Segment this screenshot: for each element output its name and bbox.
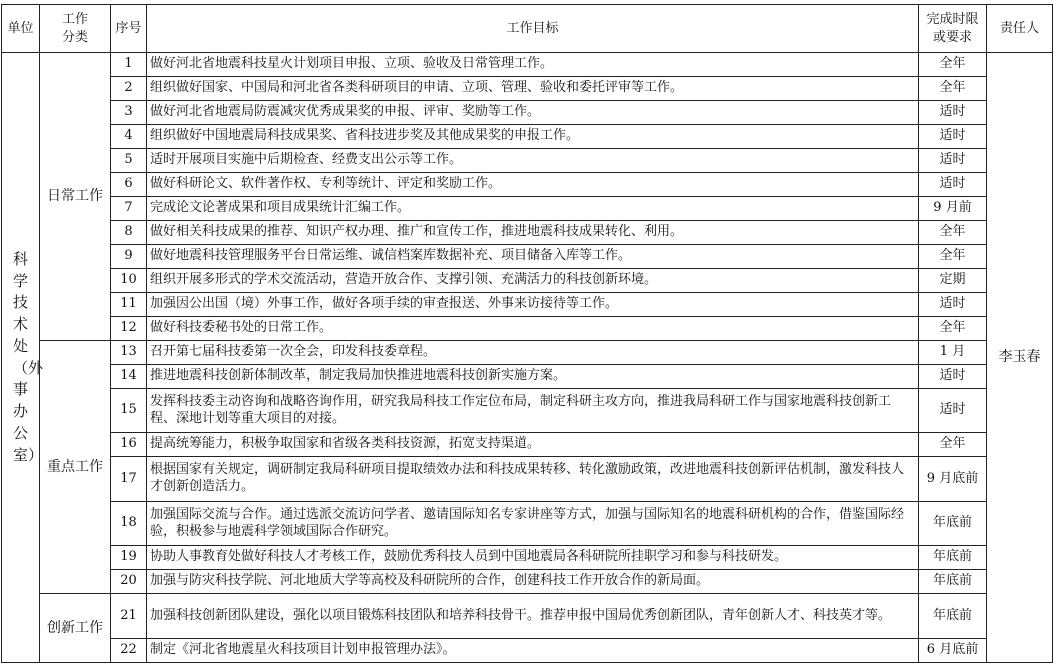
table-row: [2, 268, 1053, 292]
table-row: [2, 172, 1053, 196]
row-goal: 完成论文论著成果和项目成果统计汇编工作。: [147, 196, 919, 220]
unit-name: 科学技术处（外事办公室）: [13, 249, 44, 464]
work-plan-table: [1, 4, 1053, 663]
table-row: [2, 76, 1053, 100]
table-row: [2, 501, 1053, 546]
row-number: 21: [111, 594, 147, 639]
row-number: 18: [111, 501, 147, 546]
header-goal: 工作目标: [147, 5, 919, 53]
row-deadline: 年底前: [919, 501, 987, 546]
row-goal: 制定《河北省地震星火科技项目计划申报管理办法》。: [147, 638, 919, 662]
row-goal: 做好相关科技成果的推荐、知识产权办理、推广和宣传工作，推进地震科技成果转化、利用。: [147, 220, 919, 244]
row-goal: 加强因公出国（境）外事工作，做好各项手续的审查报送、外事来访接待等工作。: [147, 292, 919, 316]
row-deadline: 适时: [919, 100, 987, 124]
owner-cell: 李玉春: [987, 53, 1053, 663]
row-number: 15: [111, 388, 147, 433]
row-deadline: 定期: [919, 268, 987, 292]
row-goal: 组织做好中国地震局科技成果奖、省科技进步奖及其他成果奖的申报工作。: [147, 124, 919, 148]
table-row: [2, 124, 1053, 148]
row-deadline: 年底前: [919, 594, 987, 639]
row-deadline: 适时: [919, 148, 987, 172]
row-goal: 加强科技创新团队建设，强化以项目锻炼科技团队和培养科技骨干。推荐申报中国局优秀创新团队，青年创新人才、科技英才等。: [147, 594, 919, 639]
row-deadline: 适时: [919, 292, 987, 316]
row-number: 16: [111, 433, 147, 457]
table-row: [2, 100, 1053, 124]
table-row: [2, 433, 1053, 457]
row-number: 7: [111, 196, 147, 220]
row-number: 8: [111, 220, 147, 244]
table-row: [2, 220, 1053, 244]
row-deadline: 9 月前: [919, 196, 987, 220]
table-row: [2, 53, 1053, 77]
row-goal: 加强与防灾科技学院、河北地质大学等高校及科研院所的合作，创建科技工作开放合作的新局面。: [147, 570, 919, 594]
row-goal: 组织做好国家、中国局和河北省各类科研项目的申请、立项、管理、验收和委托评审等工作。: [147, 76, 919, 100]
row-number: 3: [111, 100, 147, 124]
row-deadline: 全年: [919, 244, 987, 268]
row-goal: 推进地震科技创新体制改革，制定我局加快推进地震科技创新实施方案。: [147, 364, 919, 388]
row-goal: 做好地震科技管理服务平台日常运维、诚信档案库数据补充、项目储备入库等工作。: [147, 244, 919, 268]
category-innovation: 创新工作: [40, 594, 111, 663]
row-deadline: 适时: [919, 388, 987, 433]
header-owner: 责任人: [987, 5, 1053, 53]
table-row: [2, 196, 1053, 220]
row-deadline: 全年: [919, 433, 987, 457]
row-deadline: 适时: [919, 172, 987, 196]
row-goal: 加强国际交流与合作。通过选派交流访问学者、邀请国际知名专家讲座等方式，加强与国际知名的地震科研机构的合作，借鉴国际经验，积极参与地震科学领域国际合作研究。: [147, 501, 919, 546]
row-goal: 做好河北省地震局防震减灾优秀成果奖的申报、评审、奖励等工作。: [147, 100, 919, 124]
header-seq: 序号: [111, 5, 147, 53]
row-goal: 发挥科技委主动咨询和战略咨询作用，研究我局科技工作定位布局，制定科研主攻方向，推进我局科研工作与国家地震科技创新工程、深地计划等重大项目的对接。: [147, 388, 919, 433]
row-deadline: 年底前: [919, 570, 987, 594]
row-goal: 根据国家有关规定，调研制定我局科研项目提取绩效办法和科技成果转移、转化激励政策，改进地震科技创新评估机制，激发科技人才创新创造活力。: [147, 457, 919, 502]
header-row: [2, 5, 1053, 53]
table-row: [2, 292, 1053, 316]
row-number: 9: [111, 244, 147, 268]
category-key: 重点工作: [40, 340, 111, 594]
row-deadline: 全年: [919, 316, 987, 340]
row-number: 4: [111, 124, 147, 148]
row-goal: 做好河北省地震科技星火计划项目申报、立项、验收及日常管理工作。: [147, 53, 919, 77]
row-deadline: 全年: [919, 220, 987, 244]
table-row: [2, 388, 1053, 433]
row-deadline: 全年: [919, 53, 987, 77]
row-number: 6: [111, 172, 147, 196]
row-goal: 协助人事教育处做好科技人才考核工作，鼓励优秀科技人员到中国地震局各科研院所挂职学习和参与科技研发。: [147, 546, 919, 570]
table-row: [2, 148, 1053, 172]
header-time: 完成时限 或要求: [919, 5, 987, 53]
row-deadline: 1 月: [919, 340, 987, 364]
row-number: 22: [111, 638, 147, 662]
row-number: 19: [111, 546, 147, 570]
row-deadline: 年底前: [919, 546, 987, 570]
table-row: [2, 594, 1053, 639]
row-number: 5: [111, 148, 147, 172]
row-number: 11: [111, 292, 147, 316]
table-row: [2, 546, 1053, 570]
table-row: [2, 638, 1053, 662]
header-unit: 单位: [2, 5, 40, 53]
row-goal: 做好科技委秘书处的日常工作。: [147, 316, 919, 340]
row-number: 17: [111, 457, 147, 502]
unit-cell: [2, 53, 44, 663]
row-goal: 召开第七届科技委第一次全会，印发科技委章程。: [147, 340, 919, 364]
table-row: [2, 364, 1053, 388]
header-category: 工作 分类: [40, 5, 111, 53]
row-deadline: 全年: [919, 76, 987, 100]
row-number: 14: [111, 364, 147, 388]
table-row: [2, 570, 1053, 594]
row-goal: 适时开展项目实施中后期检查、经费支出公示等工作。: [147, 148, 919, 172]
row-number: 1: [111, 53, 147, 77]
row-deadline: 适时: [919, 124, 987, 148]
row-number: 13: [111, 340, 147, 364]
table-row: [2, 340, 1053, 364]
row-number: 2: [111, 76, 147, 100]
row-number: 20: [111, 570, 147, 594]
row-number: 10: [111, 268, 147, 292]
table-row: [2, 457, 1053, 502]
row-deadline: 适时: [919, 364, 987, 388]
table-row: [2, 244, 1053, 268]
row-goal: 做好科研论文、软件著作权、专利等统计、评定和奖励工作。: [147, 172, 919, 196]
category-daily: 日常工作: [40, 53, 111, 341]
row-goal: 提高统筹能力，积极争取国家和省级各类科技资源，拓宽支持渠道。: [147, 433, 919, 457]
table-row: [2, 316, 1053, 340]
row-deadline: 6 月底前: [919, 638, 987, 662]
row-goal: 组织开展多形式的学术交流活动，营造开放合作、支撑引领、充满活力的科技创新环境。: [147, 268, 919, 292]
row-deadline: 9 月底前: [919, 457, 987, 502]
row-number: 12: [111, 316, 147, 340]
